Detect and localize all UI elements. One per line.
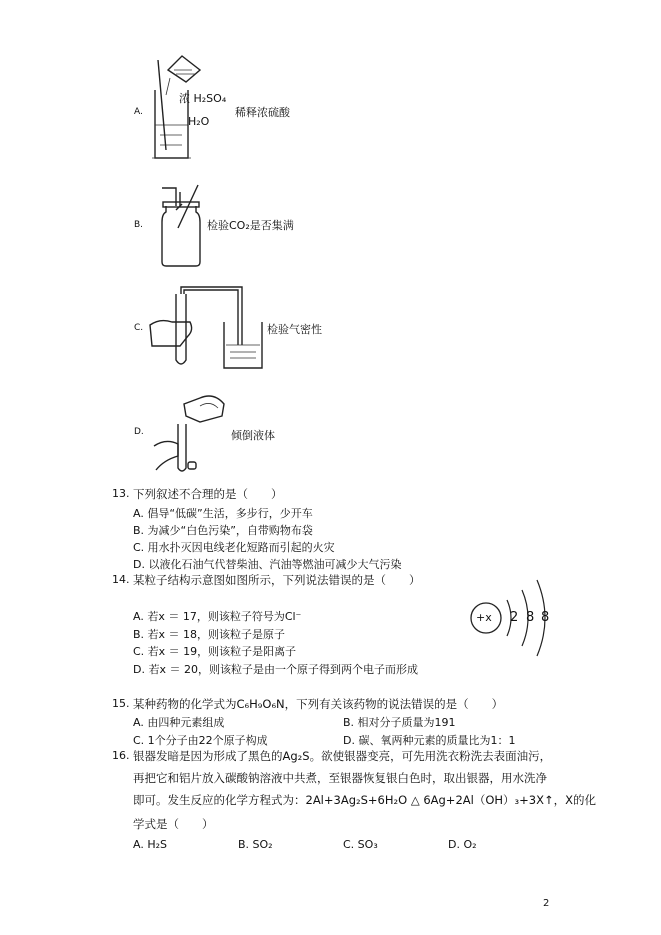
shell-1-electrons: 2 xyxy=(510,610,519,625)
question-14-stem: 某粒子结构示意图如图所示，下列说法错误的是（ ） xyxy=(133,573,421,587)
question-15-option-c: C. 1个分子由22个原子构成 xyxy=(133,734,268,747)
question-13-option-a: A. 倡导“低碳”生活，多步行，少开车 xyxy=(133,507,313,520)
question-14-option-b: B. 若x ＝ 18，则该粒子是原子 xyxy=(133,628,286,641)
question-13-option-b: B. 为减少“白色污染”，自带购物布袋 xyxy=(133,524,313,537)
option-a-caption: 稀释浓硫酸 xyxy=(235,106,290,119)
shell-3-electrons: 8 xyxy=(541,610,550,625)
page-number: 2 xyxy=(543,898,550,909)
question-16-option-a: A. H₂S xyxy=(133,838,167,851)
option-c-caption: 检验气密性 xyxy=(267,323,322,336)
question-16-stem-line-2: 再把它和铝片放入碳酸钠溶液中共煮，至银器恢复银白色时，取出银器，用水洗净 xyxy=(133,771,547,785)
question-15-option-a: A. 由四种元素组成 xyxy=(133,716,225,729)
question-14-option-a: A. 若x ＝ 17，则该粒子符号为Cl⁻ xyxy=(133,610,302,623)
question-16-option-c: C. SO₃ xyxy=(343,838,378,851)
option-a-letter: A. xyxy=(134,107,143,117)
question-14-option-d: D. 若x ＝ 20，则该粒子是由一个原子得到两个电子而形成 xyxy=(133,663,418,676)
question-15-stem: 某种药物的化学式为C₆H₉O₆N，下列有关该药物的说法错误的是（ ） xyxy=(133,697,504,711)
question-13-option-d: D. 以液化石油气代替柴油、汽油等燃油可减少大气污染 xyxy=(133,558,402,571)
question-13-number: 13. xyxy=(112,487,130,500)
question-13-option-c: C. 用水扑灭因电线老化短路而引起的火灾 xyxy=(133,541,335,554)
question-16-option-b: B. SO₂ xyxy=(238,838,273,851)
shell-2-electrons: 8 xyxy=(526,610,535,625)
question-16-option-d: D. O₂ xyxy=(448,838,477,851)
nucleus-charge-label: +x xyxy=(476,611,492,624)
conc-acid-label: 浓 H₂SO₄ xyxy=(179,92,227,105)
question-14-number: 14. xyxy=(112,573,130,586)
question-15-number: 15. xyxy=(112,697,130,710)
option-d-caption: 倾倒液体 xyxy=(231,429,275,442)
option-c-letter: C. xyxy=(134,323,144,333)
question-15-option-d: D. 碳、氧两种元素的质量比为1：1 xyxy=(343,734,516,747)
option-d-letter: D. xyxy=(134,427,144,437)
question-16-stem-line-4: 学式是（ ） xyxy=(133,817,214,831)
option-b-letter: B. xyxy=(134,220,144,230)
question-16-stem-line-3: 即可。发生反应的化学方程式为：2Al+3Ag₂S+6H₂O △ 6Ag+2Al（OH）₃+3X↑，X的化 xyxy=(133,793,596,807)
question-13-stem: 下列叙述不合理的是（ ） xyxy=(133,487,283,501)
question-16-stem-line-1: 银器发暗是因为形成了黑色的Ag₂S。欲使银器变亮，可先用洗衣粉洗去表面油污， xyxy=(133,749,552,763)
question-14-option-c: C. 若x ＝ 19，则该粒子是阳离子 xyxy=(133,645,297,658)
option-b-caption: 检验CO₂是否集满 xyxy=(207,219,294,232)
question-16-number: 16. xyxy=(112,749,130,762)
question-15-option-b: B. 相对分子质量为191 xyxy=(343,716,456,729)
water-label: H₂O xyxy=(188,115,210,128)
